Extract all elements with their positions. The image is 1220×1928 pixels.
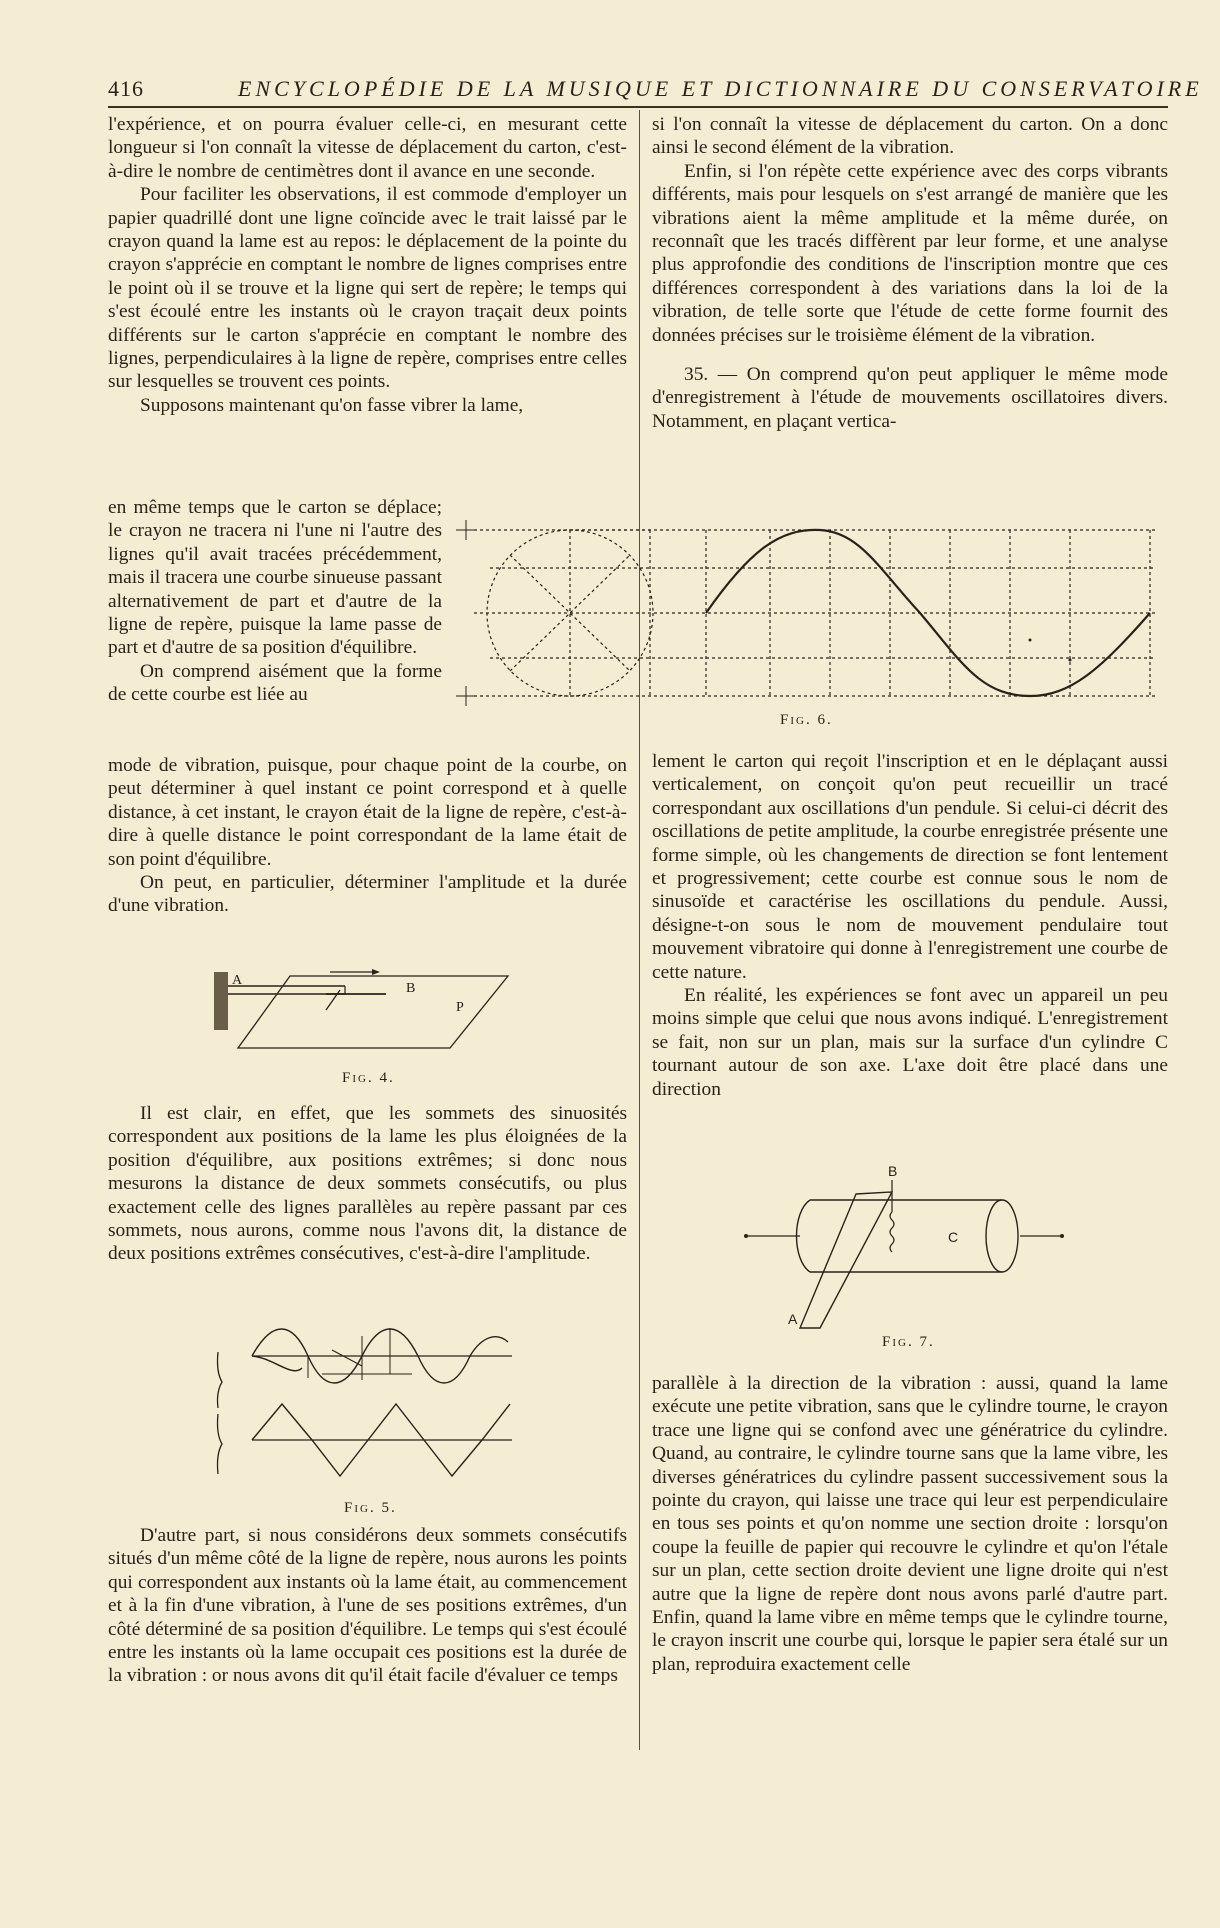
left-column-bottom <box>108 1524 627 1688</box>
paragraph: lement le carton qui reçoit l'inscription et en le déplaçant aussi verticalement, on conçoit qu'on peut recueillir un tracé correspondant aux oscillations d'un pendule. Si celui-ci décrit des oscillations de petite amplitude, la courbe enregistrée présente une forme simple, où les changements de direction se font lentement et progressivement; cette courbe est connue sous le nom de sinusoïde et caractérise les oscillations du pendule. Aussi, désigne-t-on sous le nom de mouvement pendulaire tout mouvement vibratoire qui donne à l'enregistrement une courbe de cette nature. <box>652 751 1168 983</box>
paragraph: Il est clair, en effet, que les sommets des sinuosités correspondent aux positions de la lame les plus éloignées de la position d'équilibre, aux positions extrêmes; si donc nous mesurons la distance de deux sommets consécutifs, ou plus exactement celle des lignes parallèles au repère passant par ces sommets, nous aurons, comme nous l'avons dit, la distance de deux positions extrêmes consécutives, c'est-à-dire l'amplitude. <box>108 1103 627 1265</box>
clamp <box>214 972 228 1030</box>
left-column-top <box>108 113 627 417</box>
left-column-low <box>108 1102 627 1266</box>
fig5-caption: Fig. 5. <box>344 1500 397 1516</box>
paragraph: Supposons maintenant qu'on fasse vibrer la lame, <box>140 394 524 416</box>
paragraph: parallèle à la direction de la vibration : aussi, quand la lame exécute une petite vibration, sans que le cylindre tourne, le crayon trace une ligne qui se confond avec une génératrice du cylindre. Quand, au contraire, le cylindre tourne sans que la lame vibre, les diverses génératrices du cylindre passent successivement sous la pointe du crayon, qui laisse une trace qui leur est perpendiculaire en tous ses points et qu'on nomme une section droite : lorsqu'on coupe la feuille de papier qui recouvre le cylindre et qu'on l'étale sur un plan, cette section droite devient une ligne droite qui n'est autre que la ligne de repère dont nous avons parlé d'autre part. Enfin, quand la lame vibre en même temps que le cylindre tourne, le crayon inscrit une courbe qui, lorsque le papier sera étalé sur un plan, reproduira exactement celle <box>652 1373 1168 1675</box>
running-title: ENCYCLOPÉDIE DE LA MUSIQUE ET DICTIONNAIRE DU CONSERVATOIRE <box>238 76 1203 101</box>
figure-5 <box>212 1328 522 1498</box>
paragraph: Pour faciliter les observations, il est commode d'employer un papier quadrillé dont une ligne coïncide avec le trait laissé par le crayon quand la lame est au repos: le déplacement de la pointe du crayon s'apprécie en comptant le nombre de lignes comprises entre le point où il se trouve et la ligne qui sert de repère; le temps qui s'est écoulé entre les instants où le crayon traçait deux points différents sur le carton s'apprécie en comptant le nombre des lignes, perpendiculaires à la ligne de repère, comprises entre celles sur lesquelles se trouvent ces points. <box>108 184 627 393</box>
right-column-mid <box>652 750 1168 1101</box>
paragraph: On comprend aisément que la forme de cette courbe est liée au <box>108 660 442 706</box>
page-number: 416 <box>108 76 144 101</box>
paragraph: On peut, en particulier, déterminer l'amplitude et la durée d'une vibration. <box>108 872 627 917</box>
right-column-top <box>652 113 1168 433</box>
page-header <box>108 76 1203 106</box>
paragraph: 35. — On comprend qu'on peut appliquer le même mode d'enregistrement à l'étude de mouvements oscillatoires divers. Notamment, en plaçant vertica- <box>652 364 1168 432</box>
fig4-label-b: B <box>406 981 416 996</box>
column-divider <box>639 110 640 1750</box>
fig6-caption: Fig. 6. <box>780 712 833 728</box>
figure-4 <box>210 968 530 1068</box>
paragraph: si l'on connaît la vitesse de déplacement du carton. On a donc ainsi le second élément de la vibration. <box>652 114 1168 159</box>
paragraph: en même temps que le carton se déplace; le crayon ne tracera ni l'une ni l'autre des lignes qu'il avait tracées précédemment, mais il tracera une courbe sinueuse passant alternativement de part et d'autre de la ligne de repère, puisque la lame passe de part et d'autre de sa position d'équilibre. <box>108 497 442 659</box>
left-column-mid <box>108 754 627 918</box>
fig7-label-a: A <box>788 1311 798 1327</box>
paragraph: l'expérience, et on pourra évaluer celle-ci, en mesurant cette longueur si l'on connaît la vitesse de déplacement du carton, c'est-à-dire le nombre de centimètres dont il avance en une seconde. <box>108 114 627 182</box>
fig4-label-a: A <box>232 973 243 988</box>
fig7-caption: Fig. 7. <box>882 1334 935 1350</box>
paragraph: mode de vibration, puisque, pour chaque point de la courbe, on peut déterminer à quel instant ce point correspond et à quelle distance, à cet instant, le crayon était de la ligne de repère, c'est-à-dire à quelle distance le point correspondant de la lame était de son point d'équilibre. <box>108 755 627 870</box>
paragraph: En réalité, les expériences se font avec un appareil un peu moins simple que celui que nous avons indiqué. L'enregistrement se fait, non sur un plan, mais sur la surface d'un cylindre C tournant autour de son axe. L'axe doit être placé dans une direction <box>652 985 1168 1100</box>
fig7-label-b: B <box>888 1163 898 1179</box>
fig7-label-c: C <box>948 1229 959 1245</box>
left-column-narrow <box>108 496 442 707</box>
right-column-bottom <box>652 1372 1168 1676</box>
figure-6 <box>450 510 1170 700</box>
paragraph: D'autre part, si nous considérons deux sommets consécutifs situés d'un même côté de la ligne de repère, nous aurons les points qui correspondent aux instants où la lame était, au commencement et à la fin d'une vibration, à l'une de ses positions extrêmes, d'un côté déterminé de sa position d'équilibre. Le temps qui s'est écoulé entre les instants où la lame occupait ces positions est la durée de la vibration : or nous avons dit qu'il était facile d'évaluer ce temps <box>108 1525 627 1687</box>
figure-7 <box>740 1163 1070 1332</box>
fig4-caption: Fig. 4. <box>342 1070 395 1086</box>
header-rule <box>108 106 1168 108</box>
fig4-label-p: P <box>456 1000 464 1015</box>
paragraph: Enfin, si l'on répète cette expérience avec des corps vibrants différents, mais pour lesquels on s'est arrangé de manière que les vibrations aient la même amplitude et la même durée, on reconnaît que les tracés diffèrent par leur forme, et une analyse plus approfondie des conditions de l'inscription montre que ces différences correspondent à des variations dans la loi de la vibration, de telle sorte que l'étude de cette forme fournit des données précises sur le troisième élément de la vibration. <box>652 160 1168 346</box>
